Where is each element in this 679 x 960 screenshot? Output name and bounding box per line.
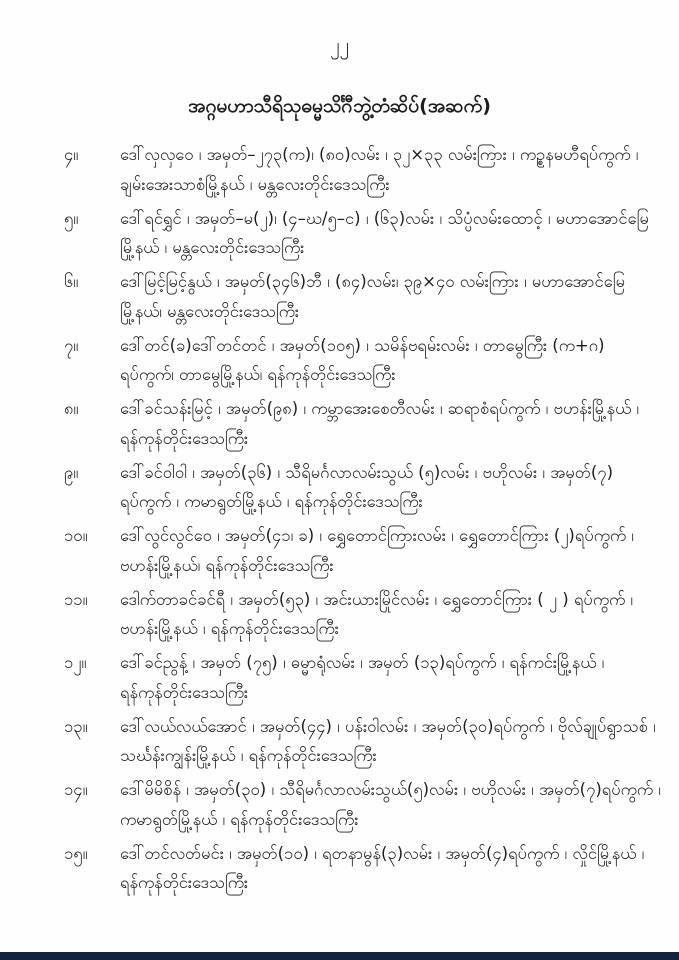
item-text-line: ရပ်ကွက် ၊ ကမာရွတ်မြို့နယ် ၊ ရန်ကုန်တိုင်းဒေသကြီး xyxy=(120,492,423,511)
item-text-line: ဒေါ်လွင်လွင်ဝေ ၊ အမှတ်(၄၁၊ ခ) ၊ ရွှေတောင်ကြားလမ်း ၊ ရွှေတောင်ကြား (၂)ရပ်ကွက် ၊ xyxy=(120,526,634,545)
item-text-line: ဒေါ်မြင့်မြင့်နွယ် ၊ အမှတ်(၃၄၆)ဘီ ၊ (၈၄)လမ်း၊ ၃၉×၄၀ လမ်းကြား ၊ မဟာအောင်မြေ xyxy=(120,272,626,291)
item-text xyxy=(120,458,629,517)
item-text-line: သင်္ဃန်းကျွန်းမြို့နယ် ၊ ရန်ကုန်တိုင်းဒေသကြီး xyxy=(120,746,377,765)
list-item xyxy=(64,140,639,199)
item-text-line: ဒေါ်ခင်ညွန့် ၊ အမှတ် (၇၅) ၊ ဓမ္မာရုံလမ်း ၊ အမှတ် (၁၃)ရပ်ကွက် ၊ ရန်ကင်းမြို့နယ် ၊ xyxy=(120,653,605,672)
item-text-line: ရန်ကုန်တိုင်းဒေသကြီး xyxy=(120,428,249,448)
item-text xyxy=(120,839,645,898)
item-number: ၈။ xyxy=(64,399,79,418)
item-text-line: ဗဟန်းမြို့နယ်၊ ရန်ကုန်တိုင်းဒေသကြီး xyxy=(120,555,334,575)
list-item xyxy=(64,458,629,517)
item-text-line: ဒေါ်ခင်သန်းမြင့် ၊ အမှတ်(၉၈) ၊ ကမ္ဘာအေးစေတီလမ်း ၊ ဆရာစံရပ်ကွက် ၊ ဗဟန်းမြို့နယ် ၊ xyxy=(120,399,639,418)
item-number: ၆။ xyxy=(64,272,79,291)
item-number: ၉။ xyxy=(64,462,79,482)
item-text-line: ဒေါ်ရင်ရွှင် ၊ အမှတ်–မ(၂)၊ (၄–ဃ/၅–င) ၊ (၆၃)လမ်း ၊ သိပ္ပံလမ်းထောင့် ၊ မဟာအောင်မြေ xyxy=(120,208,649,228)
item-number: ၅။ xyxy=(64,208,79,228)
item-text-line: မြို့နယ် ၊ မန္တလေးတိုင်းဒေသကြီး xyxy=(120,238,305,257)
item-number: ၇။ xyxy=(64,335,79,355)
page-number: ၂၂ xyxy=(330,34,349,56)
item-text-line: ဒေါ်လှလှဝေ ၊ အမှတ်–၂၇၃(က)၊ (၈၀)လမ်း ၊ ၃၂×၃၃ လမ်းကြား ၊ ကဉ္စနမဟီရပ်ကွက် ၊ xyxy=(120,145,639,164)
item-text xyxy=(120,775,661,834)
list-item xyxy=(64,712,656,771)
item-text-line: ဗဟန်းမြို့နယ် ၊ ရန်ကုန်တိုင်းဒေသကြီး xyxy=(120,619,339,638)
item-text xyxy=(120,140,639,199)
item-text xyxy=(120,204,649,263)
list-item xyxy=(64,585,633,644)
list-item xyxy=(64,331,629,390)
item-text xyxy=(120,712,656,771)
item-text xyxy=(120,521,634,580)
item-text-line: ဒေါ်လယ်လယ်အောင် ၊ အမှတ်(၄၄) ၊ ပန်းဝါလမ်း ၊ အမှတ်(၃၀)ရပ်ကွက် ၊ ဗိုလ်ချုပ်ရွာသစ် ၊ xyxy=(120,716,656,736)
item-text-line: ဒေါ်တင်လတ်မင်း ၊ အမှတ်(၁၀) ၊ ရတနာမွန်(၃)လမ်း ၊ အမှတ်(၄)ရပ်ကွက် ၊ လှိုင်မြို့နယ် ၊ xyxy=(120,843,645,863)
item-text xyxy=(120,267,629,326)
item-number: ၁၀။ xyxy=(64,526,88,545)
item-text xyxy=(120,331,629,390)
item-number: ၁၁။ xyxy=(64,589,88,609)
list-item xyxy=(64,839,645,898)
item-number: ၁၅။ xyxy=(64,843,88,863)
item-text-line: ရပ်ကွက်၊ တာမွေမြို့နယ်၊ ရန်ကုန်တိုင်းဒေသကြီး xyxy=(120,365,396,384)
item-text-line: ရန်ကုန်တိုင်းဒေသကြီး xyxy=(120,873,249,892)
page-title: အဂ္ဂမဟာသီရိသုဓမ္မသိင်္ဂီဘွဲ့တံဆိပ်(အဆက်) xyxy=(188,95,491,117)
item-text-line: ရန်ကုန်တိုင်းဒေသကြီး xyxy=(120,682,249,702)
title-recipient-list xyxy=(0,140,679,898)
item-number: ၄။ xyxy=(64,145,79,164)
list-item xyxy=(64,521,634,580)
item-text-line: ကမာရွတ်မြို့နယ် ၊ ရန်ကုန်တိုင်းဒေသကြီး xyxy=(120,809,359,829)
bottom-edge-bar xyxy=(0,952,679,960)
list-item xyxy=(64,204,649,263)
item-text-line: ဒေါ်မိမိစိန် ၊ အမှတ်(၃၀) ၊ သီရိမင်္ဂလာလမ်းသွယ်(၅)လမ်း ၊ ဗဟိုလမ်း ၊ အမှတ်(၇)ရပ်ကွက် ၊ xyxy=(120,780,661,799)
item-number: ၁၄။ xyxy=(64,780,88,799)
list-item xyxy=(64,775,661,834)
item-number: ၁၃။ xyxy=(64,716,88,736)
item-text-line: ဒေါ်ခင်ဝါဝါ ၊ အမှတ်(၃၆) ၊ သီရိမင်္ဂလာလမ်းသွယ် (၅)လမ်း ၊ ဗဟိုလမ်း ၊ အမှတ်(၇) xyxy=(120,462,614,482)
list-item xyxy=(64,648,629,707)
list-item xyxy=(64,267,629,326)
item-text-line: ချမ်းအေးသာစံမြို့နယ် ၊ မန္တလေးတိုင်းဒေသကြီး xyxy=(120,174,390,194)
item-text xyxy=(120,394,639,453)
item-text xyxy=(120,585,633,644)
item-number: ၁၂။ xyxy=(64,653,87,672)
list-item xyxy=(64,394,639,453)
item-text-line: ဒေါက်တာခင်ခင်ရီ ၊ အမှတ်(၅၃) ၊ အင်းယားမြိုင်လမ်း ၊ ရွှေတောင်ကြား ( ၂ ) ရပ်ကွက် ၊ xyxy=(120,589,633,609)
item-text xyxy=(120,648,629,707)
item-text-line: မြို့နယ်၊ မန္တလေးတိုင်းဒေသကြီး xyxy=(120,301,300,321)
item-text-line: ဒေါ်တင်(ခ)ဒေါ်တင်တင် ၊ အမှတ်(၁၀၅) ၊ သမိန်ဗရမ်းလမ်း ၊ တာမွေကြီး (က+ဂ) xyxy=(120,335,605,355)
